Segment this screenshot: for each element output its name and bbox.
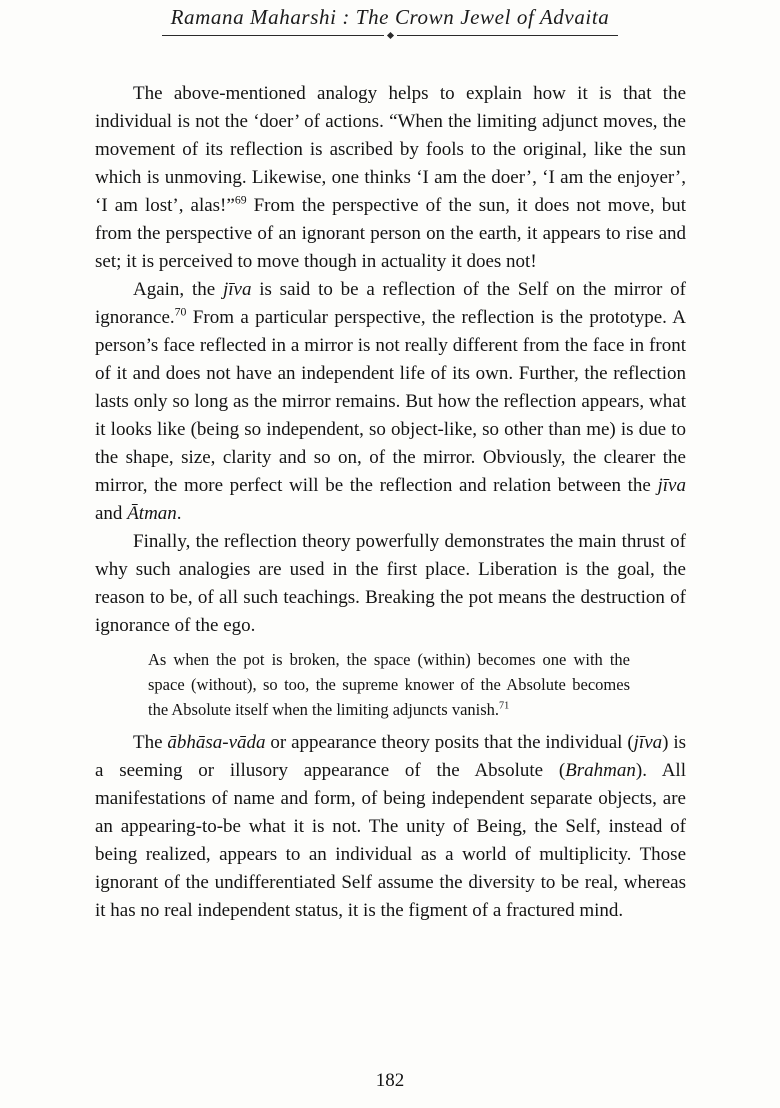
- paragraph: Finally, the reflection theory powerfully demonstrates the main thrust of why such analogies are used in the first place. Liberation is the goal, the reason to be, of all such teachings. Breaking the pot means the destruction of ignorance of the ego.: [95, 531, 686, 636]
- paragraph: The above-mentioned analogy helps to explain how it is that the individual is not the ‘doer’ of actions. “When the limiting adjunct moves, the movement of its reflection is ascribed by fools to the original, like the sun which is unmoving. Likewise, one thinks ‘I am the doer’, ‘I am the enjoyer’, ‘I am lost’, alas!”$^{69}$ From the perspective of the sun, it does not move, but from the perspective of an ignorant person on the earth, it appears to rise and set; it is perceived to move though in actuality it does not!: [95, 83, 686, 272]
- text-block: [0, 38, 780, 925]
- page-number: 182: [375, 1070, 405, 1091]
- paragraph: Again, the jīva is said to be a reflection of the Self on the mirror of ignorance.$^{70}$ From a particular perspective, the reflection is the prototype. A person’s face reflected in a mirror is not really different from the face in front of it and does not have an independent life of its own. Further, the reflection lasts only so long as the mirror remains. But how the reflection appears, what it looks like (being so independent, so object-like, so other than me) is due to the shape, size, clarity and so on, of the mirror. Obviously, the clearer the mirror, the more perfect will be the reflection and relation between the jīva and Ātman.: [95, 279, 686, 524]
- header-rule-line-right: [397, 35, 619, 36]
- paragraph: The ābhāsa-vāda or appearance theory posits that the individual (jīva) is a seeming or illusory appearance of the Absolute (Brahman). All manifestations of name and form, of being independent separate objects, are an appearing-to-be what it is not. The unity of Being, the Self, instead of being realized, appears to an individual as a world of multiplicity. Those ignorant of the undifferentiated Self assume the diversity to be real, whereas it has no real independent status, it is the figment of a fractured mind.: [95, 732, 687, 921]
- block-quote: As when the pot is broken, the space (within) becomes one with the space (without), so too, the supreme knower of the Absolute becomes the Absolute itself when the limiting adjuncts vanish.$^{71}$: [148, 650, 630, 719]
- running-header: Ramana Maharshi : The Crown Jewel of Advaita: [170, 5, 610, 29]
- header-rule-line-left: [162, 35, 384, 36]
